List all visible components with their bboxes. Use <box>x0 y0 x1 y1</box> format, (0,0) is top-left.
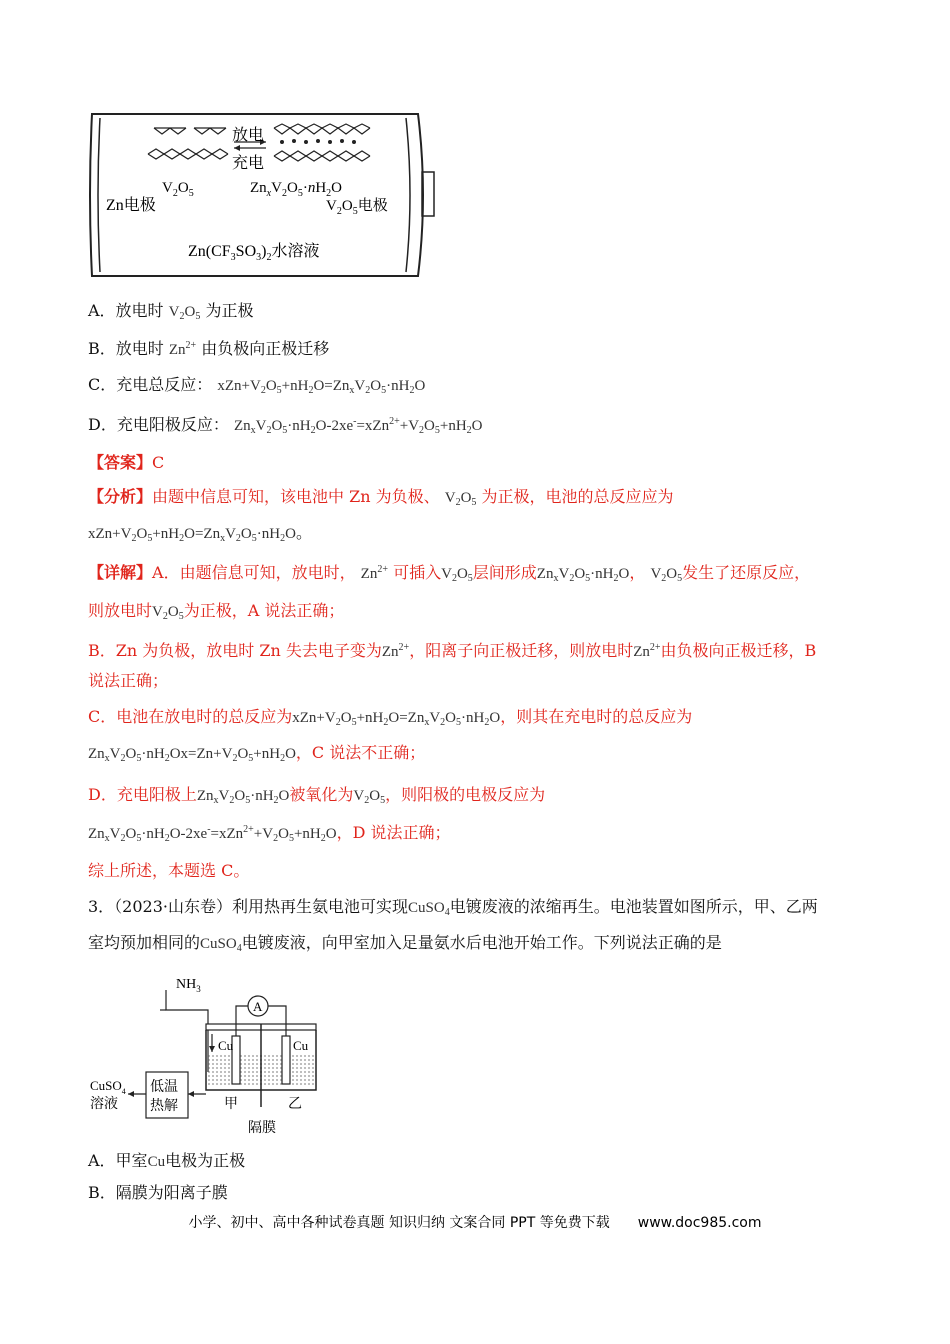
yi-label: 乙 <box>288 1097 302 1112</box>
summary-line: 综上所述，本题选 C。 <box>88 861 250 880</box>
charge-label: 充电 <box>232 155 265 172</box>
footer-text: 小学、初中、高中各种试卷真题 知识归纳 文案合同 PPT 等免费下载 <box>188 1215 610 1231</box>
formula-zn2plus: $Zn^{2+}$ <box>168 340 197 358</box>
detail-b-line1: B．Zn 为负极，放电时 Zn 失去电子变为$Zn^{2+}$，阳离子向正极迁移，则放电时$Zn^{2+}$由负极向正极迁移，B <box>88 641 817 660</box>
solution-label: 溶液 <box>90 1097 118 1112</box>
pyrolysis-label: 热解 <box>150 1099 178 1114</box>
formula-charge-total: $xZn+V_2O_5+nH_2O=Zn_xV_2O_5\cdot nH_2O$ <box>217 378 426 396</box>
detail-d-line2: $Zn_xV_2O_5\cdot nH_2O-2xe^-=xZn^{2+}+V_2O_5+nH_2O$，D 说法正确； <box>88 823 451 844</box>
cuso4-label: CuSO$_4$ <box>90 1078 126 1096</box>
electrolyte-label: $Zn(CF_3SO_3)_2$水溶液 <box>188 243 320 263</box>
detail-c-line2: $Zn_xV_2O_5\cdot nH_2Ox=Zn+V_2O_5+nH_2O$，C 说法不正确； <box>88 743 426 764</box>
jia-label: 甲 <box>224 1097 238 1112</box>
detail-a-line2: 则放电时$V_2O_5$为正极，A 说法正确； <box>88 601 345 622</box>
znxv2o5-label: $Zn_xV_2O_5\cdot nH_2O$ <box>250 180 342 199</box>
zn-electrode-label: Zn电极 <box>106 197 156 214</box>
ammonia-cell-figure <box>88 972 358 1137</box>
q3-option-a[interactable]: A．甲室Cu电极为正极 <box>88 1151 246 1170</box>
analysis-line: 【分析】由题中信息可知，该电池中 Zn 为负极、 $V_2O_5$ 为正极，电池的总反应应为 <box>88 487 674 508</box>
formula-v2o5: $V_2O_5$ <box>168 304 201 322</box>
option-b[interactable]: B．放电时 $Zn^{2+}$ 由负极向正极迁移 <box>88 339 330 358</box>
low-temp-label: 低温 <box>150 1080 178 1095</box>
analysis-formula: $xZn+V_2O_5+nH_2O=Zn_xV_2O_5\cdot nH_2O$。 <box>88 523 312 544</box>
detail-d-line1: D．充电阳极上$Zn_xV_2O_5\cdot nH_2O$被氧化为$V_2O_5$，则阳极的电极反应为 <box>88 785 546 806</box>
q3-stem-line2: 室均预加相同的CuSO$_4$电镀废液，向甲室加入足量氨水后电池开始工作。下列说法正确的是 <box>88 933 722 954</box>
detail-c-line1: C．电池在放电时的总反应为$xZn+V_2O_5+nH_2O=Zn_xV_2O_5\cdot nH_2O$，则其在充电时的总反应为 <box>88 707 693 728</box>
detail-b-line2: 说法正确； <box>88 671 169 690</box>
option-a[interactable]: A．放电时 $V_2O_5$ 为正极 <box>88 301 254 322</box>
v2o5-label: $V_2O_5$ <box>162 180 194 199</box>
detail-a-line1: 【详解】A．由题信息可知，放电时， $Zn^{2+}$ 可插入$V_2O_5$层间形成$Zn_xV_2O_5\cdot nH_2O$， $V_2O_5$发生了还原反应， <box>88 563 811 584</box>
ammonia-cell-diagram <box>88 972 358 1137</box>
answer-line: 【答案】C <box>88 453 165 472</box>
nh3-label: $NH_3$ <box>176 977 201 994</box>
formula-anode: $Zn_xV_2O_5\cdot nH_2O-2xe^-=xZn^{2+}+V_2O_5+nH_2O$ <box>233 416 483 436</box>
q3-stem-line1: 3．（2023·山东卷）利用热再生氨电池可实现CuSO$_4$电镀废液的浓缩再生。电池装置如图所示，甲、乙两 <box>88 897 818 918</box>
footer-site-link[interactable]: www.doc985.com <box>637 1215 762 1231</box>
cu-left-label: Cu <box>218 1038 234 1053</box>
discharge-label: 放电 <box>232 127 265 144</box>
membrane-label: 隔膜 <box>248 1121 276 1136</box>
ammeter-label: A <box>253 999 263 1014</box>
q3-option-b[interactable]: B．隔膜为阳离子膜 <box>88 1183 228 1202</box>
cu-right-label: Cu <box>293 1038 309 1053</box>
option-c[interactable]: C．充电总反应： $xZn+V_2O_5+nH_2O=Zn_xV_2O_5\cdot nH_2O$ <box>88 375 426 396</box>
page-footer <box>0 1212 950 1232</box>
battery-figure <box>88 110 440 280</box>
v2o5-electrode-label: $V_2O_5$电极 <box>326 198 388 217</box>
option-d[interactable]: D．充电阳极反应： $Zn_xV_2O_5\cdot nH_2O-2xe^-=xZn^{2+}+V_2O_5+nH_2O$ <box>88 415 483 436</box>
battery-diagram <box>88 110 440 280</box>
